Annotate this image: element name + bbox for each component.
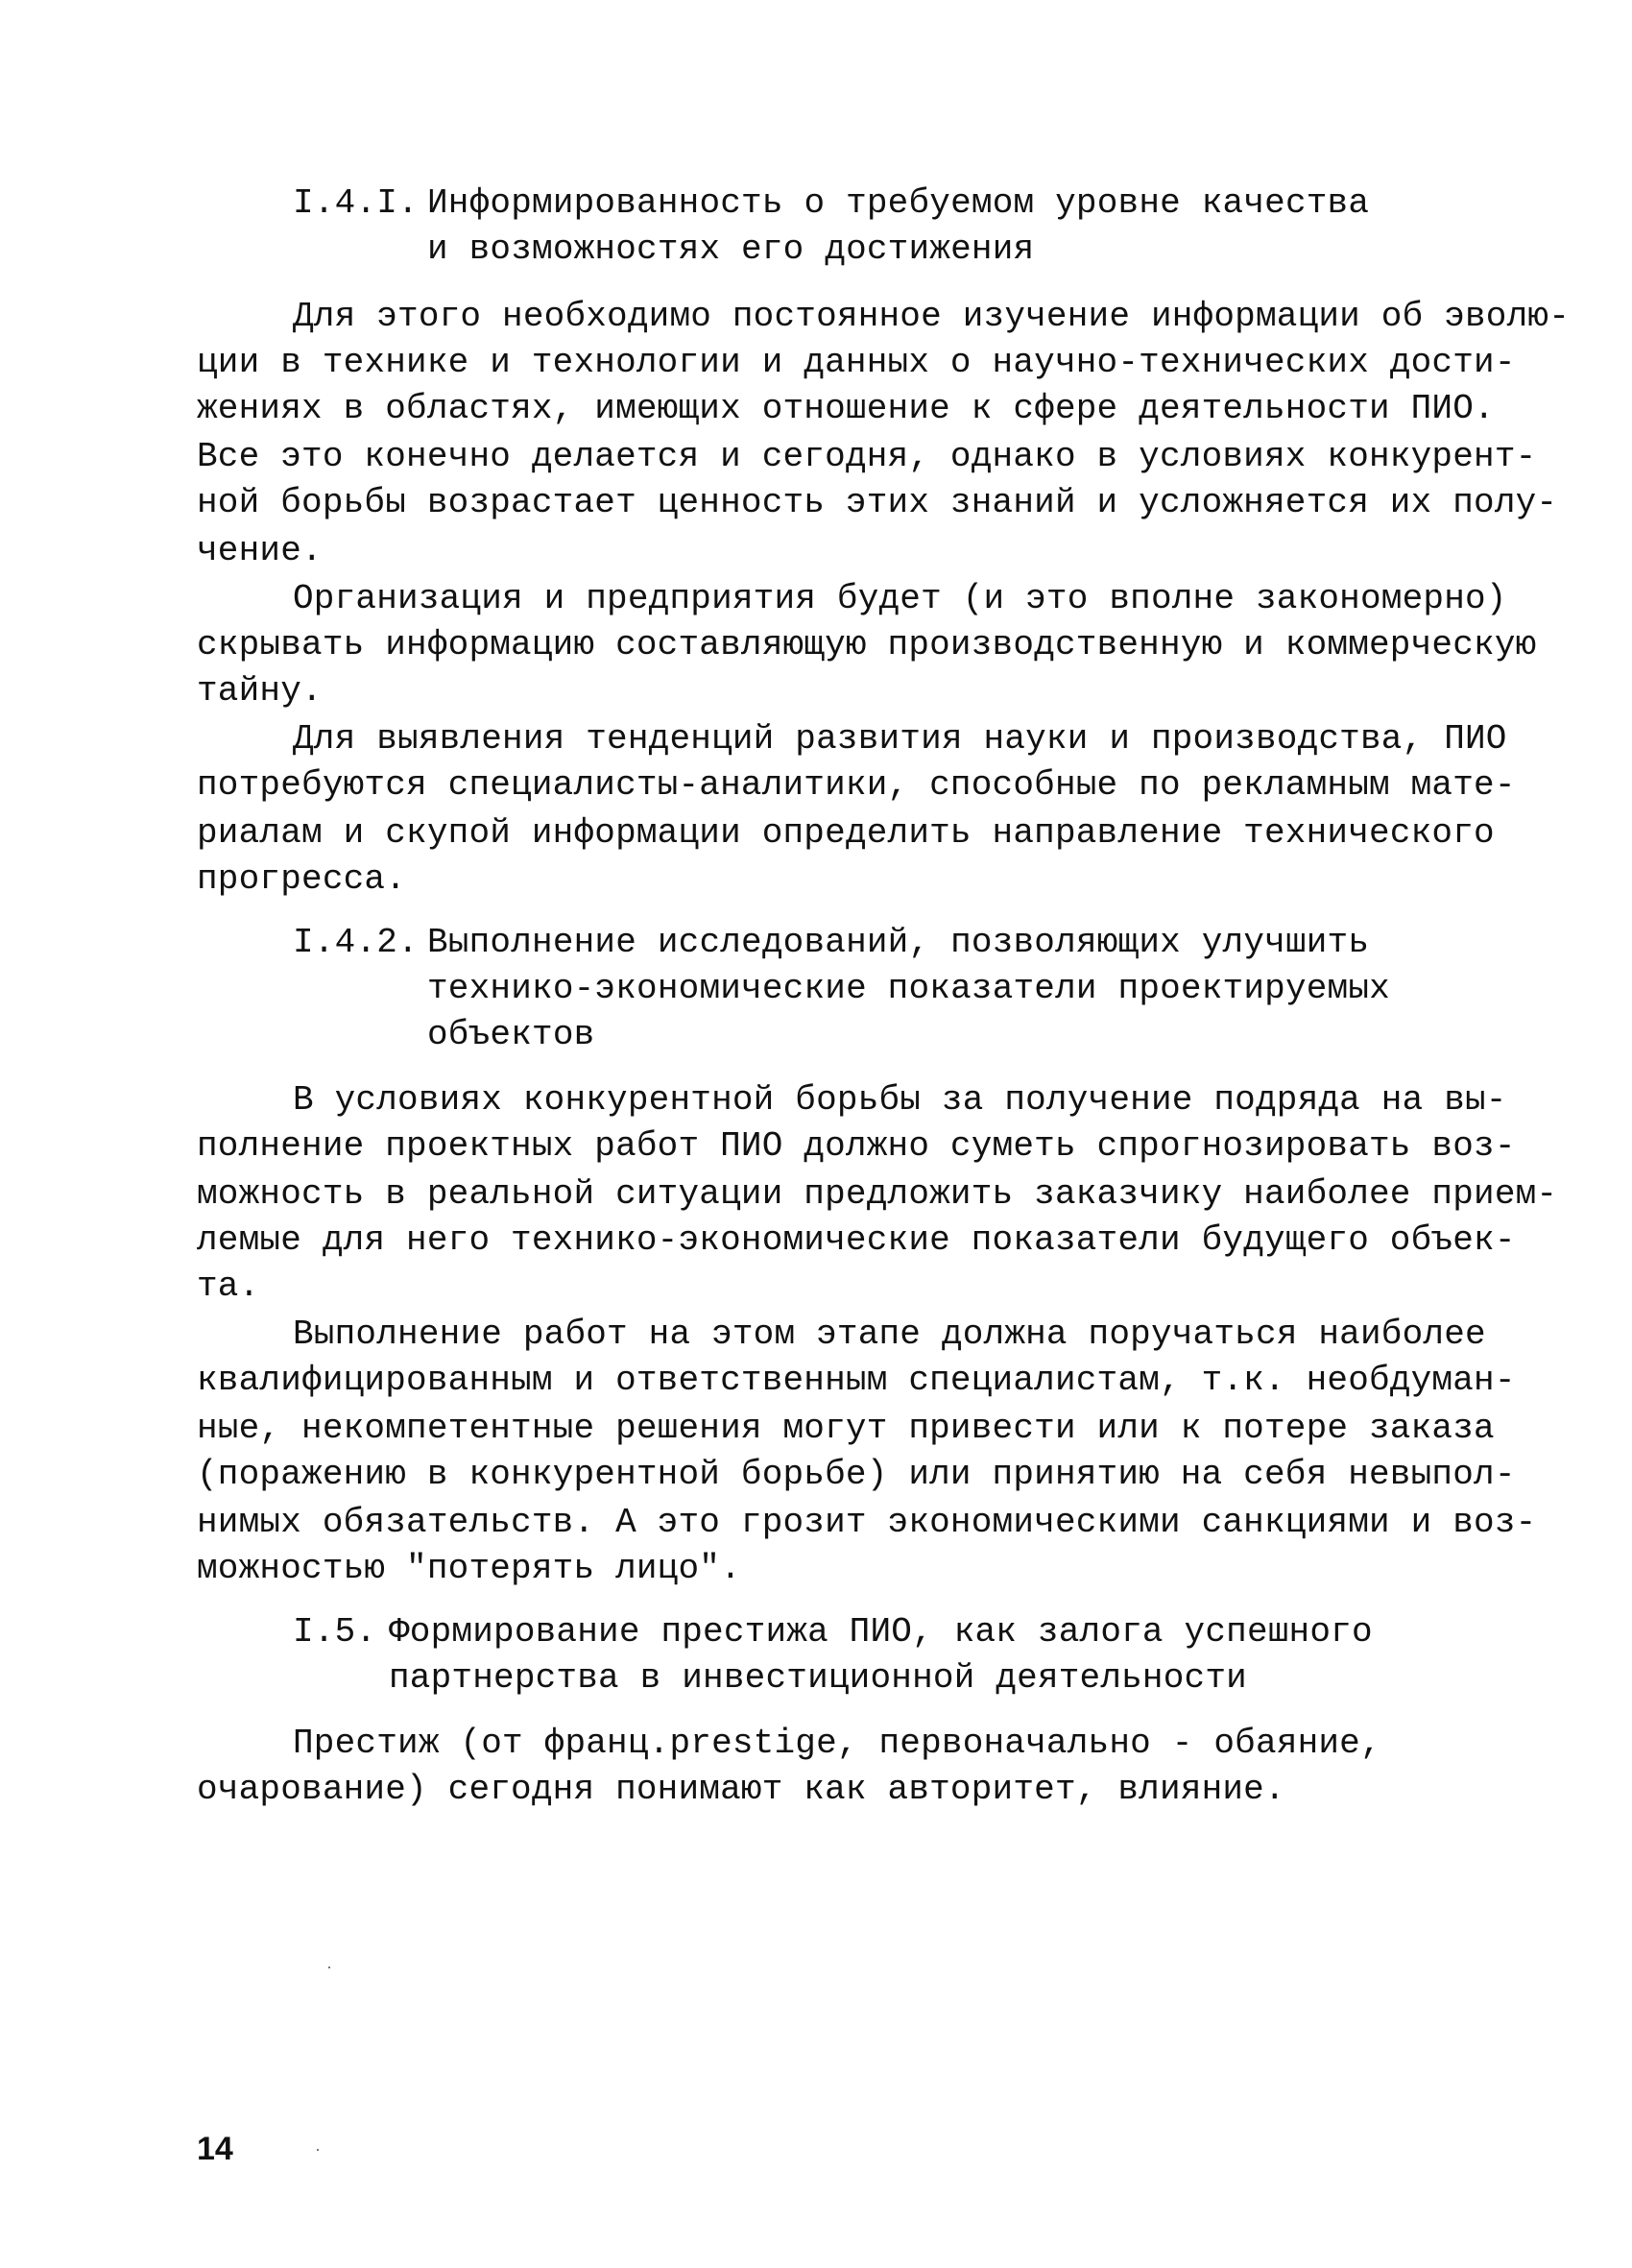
paragraph-line: ной борьбы возрастает ценность этих знаний и усложняется их полу- <box>197 483 1558 522</box>
paragraph-line: (поражению в конкурентной борьбе) или принятию на себя невыпол- <box>197 1455 1516 1494</box>
section-1-5-title-line2: партнерства в инвестиционной деятельности <box>389 1658 1247 1698</box>
paragraph-line: риалам и скупой информации определить направление технического <box>197 813 1495 853</box>
section-1-5-title-line1: Формирование престижа ПИО, как залога успешного <box>389 1612 1373 1652</box>
paragraph-line: Организация и предприятия будет (и это вполне закономерно) <box>293 579 1507 618</box>
section-1-4-1-title-line2: и возможностях его достижения <box>427 229 1035 269</box>
paragraph-line: чение. <box>197 531 323 570</box>
paragraph-line: можность в реальной ситуации предложить заказчику наиболее прием- <box>197 1174 1558 1214</box>
section-1-4-2-title-line1: Выполнение исследований, позволяющих улучшить <box>427 923 1370 962</box>
section-1-4-2-title-line2: технико-экономические показатели проектируемых <box>427 969 1390 1008</box>
paragraph-line: ные, некомпетентные решения могут привести или к потере заказа <box>197 1409 1495 1448</box>
paragraph-line: Престиж (от франц.prestige, первоначально - обаяние, <box>293 1724 1381 1763</box>
paragraph-line: нимых обязательств. А это грозит экономическими санкциями и воз- <box>197 1503 1537 1542</box>
paragraph-line: Для этого необходимо постоянное изучение информации об эволю- <box>293 297 1571 336</box>
paragraph-line: Для выявления тенденций развития науки и производства, ПИО <box>293 719 1507 759</box>
paragraph-line: Выполнение работ на этом этапе должна поручаться наиболее <box>293 1315 1486 1354</box>
paragraph-line: тайну. <box>197 671 323 711</box>
paragraph-line: полнение проектных работ ПИО должно суметь спрогнозировать воз- <box>197 1126 1516 1166</box>
paragraph-line: жениях в областях, имеющих отношение к сфере деятельности ПИО. <box>197 389 1495 428</box>
paragraph-line: можностью "потерять лицо". <box>197 1549 741 1588</box>
scan-speck <box>328 1966 330 1968</box>
paragraph-line: квалифицированным и ответственным специалистам, т.к. необдуман- <box>197 1361 1516 1400</box>
section-1-4-2-number: I.4.2. <box>293 923 419 962</box>
paragraph-line: ции в технике и технологии и данных о научно-технических дости- <box>197 343 1516 382</box>
page-number: 14 <box>197 2131 233 2167</box>
section-1-5-number: I.5. <box>293 1612 377 1652</box>
paragraph-line: В условиях конкурентной борьбы за получение подряда на вы- <box>293 1080 1507 1120</box>
scan-speck <box>317 2149 319 2151</box>
section-1-4-1-number: I.4.I. <box>293 183 419 223</box>
paragraph-line: Все это конечно делается и сегодня, однако в условиях конкурент- <box>197 437 1537 476</box>
section-1-4-2-title-line3: объектов <box>427 1015 595 1054</box>
section-1-4-1-title-line1: Информированность о требуемом уровне качества <box>427 183 1370 223</box>
paragraph-line: прогресса. <box>197 859 407 899</box>
paragraph-line: очарование) сегодня понимают как авторитет, влияние. <box>197 1770 1285 1809</box>
paragraph-line: потребуются специалисты-аналитики, способные по рекламным мате- <box>197 765 1516 805</box>
paragraph-line: скрывать информацию составляющую производственную и коммерческую <box>197 625 1537 664</box>
paragraph-line: та. <box>197 1267 260 1306</box>
paragraph-line: лемые для него технико-экономические показатели будущего объек- <box>197 1220 1516 1260</box>
